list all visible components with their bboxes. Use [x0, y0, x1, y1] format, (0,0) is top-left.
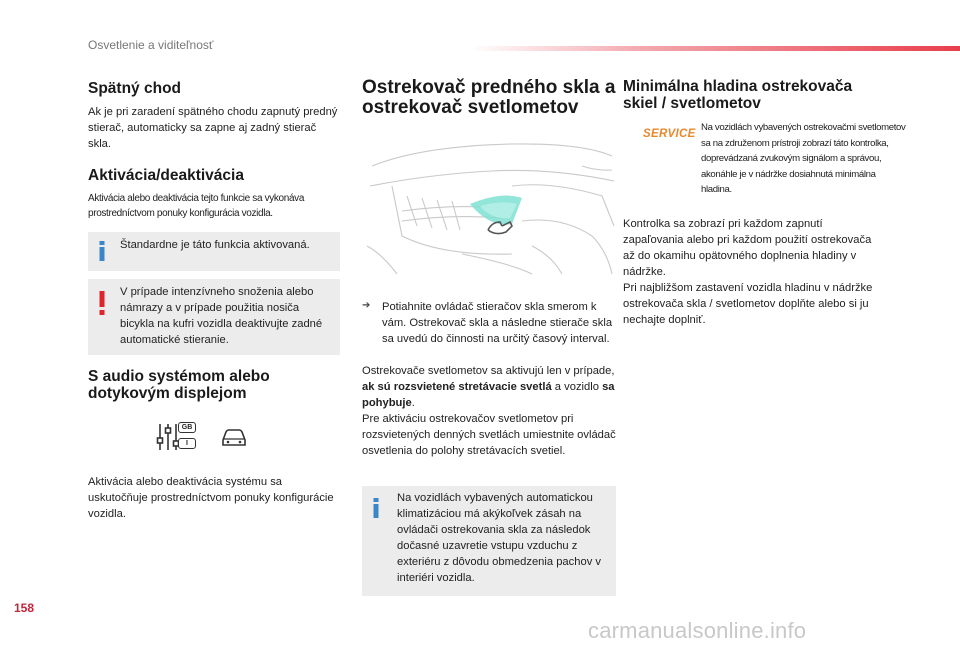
info-box-standard — [88, 232, 340, 271]
car-icon — [220, 428, 248, 453]
section-title-ostrekovac: Ostrekovač predného skla a ostrekovač svetlometov — [362, 77, 616, 118]
paragraph-1-text — [362, 363, 618, 411]
service-text: Na vozidlách vybavených ostrekovačmi svetlometov sa na združenom prístroji zobrazí táto kontrolka, doprevádzaná zvukovým signálom a správou, akonáhle je v nádržke dosiahnutá minimálna hladina. — [701, 122, 906, 195]
instruction-bullet — [362, 299, 616, 347]
audio-text: Aktivácia alebo deaktivácia systému sa uskutočňuje prostredníctvom ponuky konfigurácie vozidla. — [88, 476, 334, 520]
info-icon — [372, 498, 380, 524]
warning-icon — [98, 291, 106, 321]
arrow-icon: ➔ — [362, 300, 371, 311]
p1-part-a: Ostrekovače svetlometov sa aktivujú len v prípade, — [362, 365, 615, 377]
section-title-spatny-chod: Spätný chod — [88, 80, 182, 97]
kontrolka-text: Kontrolka sa zobrazí pri každom zapnutí zapaľovania alebo pri každom použití ostrekovača až do okamihu opätovného doplnenia hladiny v nádržke. — [623, 218, 872, 278]
column-left — [88, 78, 340, 522]
info-text-klimatizacia: Na vozidlách vybavených automatickou klimatizáciou má akýkoľvek zásah na ovládači ostrekovania skla za následok dočasné uzavretie vstupu vzduchu z exteriéru z dôvodu obmedzenia pachov v interiéri vozidla. — [397, 492, 601, 584]
info-icon — [98, 241, 106, 267]
service-warning — [623, 120, 905, 200]
section-title-audio: S audio systémom alebo dotykovým displejom — [88, 368, 270, 402]
p1-part-c: a vozidlo — [551, 381, 603, 393]
bullet-text: Potiahnite ovládač stieračov skla smerom k vám. Ostrekovač skla a následne stierače skla sa uvedú do činnosti na určitý časový interval. — [382, 301, 613, 345]
info-box-klimatizacia — [362, 486, 616, 596]
aktivacia-text: Aktivácia alebo deaktivácia tejto funkcie sa vykonáva prostredníctvom ponuky konfigurácia vozidla. — [88, 193, 305, 219]
p1-part-d: sa pohybuje — [362, 381, 615, 409]
badge-i: I — [178, 438, 196, 449]
p1-part-e: . — [411, 397, 415, 409]
spatny-chod-text: Ak je pri zaradení spätného chodu zapnutý predný stierač, automaticky sa zapne aj zadný stierač skla. — [88, 106, 338, 150]
warning-box — [88, 279, 340, 355]
system-icons — [88, 408, 340, 468]
badge-gb: GB — [178, 422, 196, 433]
service-warning-icon: SERVICE — [643, 128, 696, 140]
section-title-min-hladina: Minimálna hladina ostrekovača skiel / svetlometov — [623, 78, 853, 112]
language-badges — [178, 422, 196, 449]
column-right — [623, 78, 905, 328]
p1-part-b: ak sú rozsvietené stretávacie svetlá — [362, 381, 552, 393]
car-illustration — [362, 126, 616, 276]
warning-text: V prípade intenzívneho snoženia alebo námrazy a v prípade použitia nosiča bicykla na kufri vozidla deaktivujte zadné automatické stieranie. — [120, 286, 323, 346]
page-number: 158 — [14, 601, 35, 615]
info-text-standard: Štandardne je táto funkcia aktivovaná. — [120, 239, 310, 251]
watermark: carmanualsonline.info — [588, 618, 807, 643]
header-title: Osvetlenie a viditeľnosť — [88, 38, 214, 52]
doplnenie-text: Pri najbližšom zastavení vozidla hladinu v nádržke ostrekovača skla / svetlometov doplňte alebo si ju nechajte doplniť. — [623, 282, 873, 326]
section-title-aktivacia: Aktivácia/deaktivácia — [88, 167, 244, 184]
ostrekovac-paragraph-1 — [362, 363, 618, 459]
header-accent-bar — [470, 46, 960, 51]
column-middle — [362, 77, 616, 584]
paragraph-2-text: Pre aktiváciu ostrekovačov svetlometov pri rozsvietených denných svetlách umiestnite ovládač osvetlenia do polohy stretávacích svetiel. — [362, 413, 616, 457]
